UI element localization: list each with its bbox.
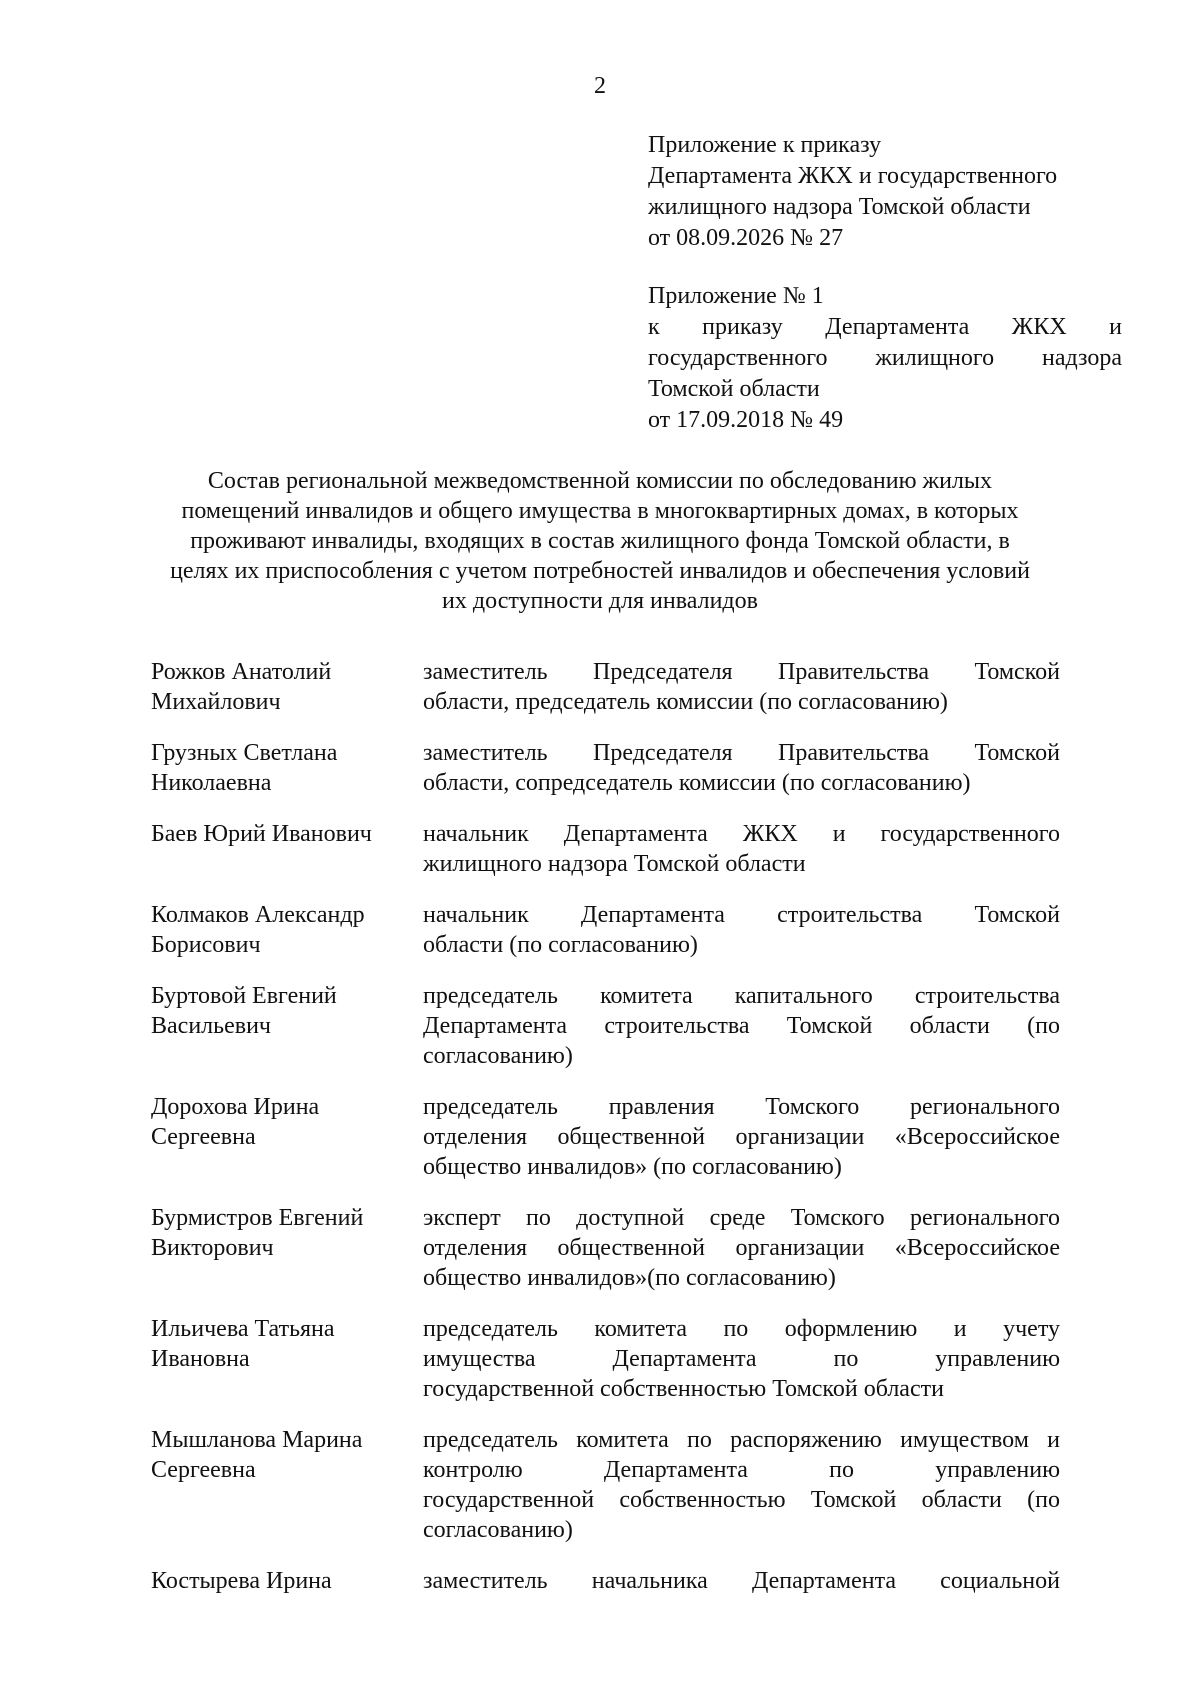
member-row [151,900,1060,960]
member-name-line: Борисович [151,932,261,958]
member-role-line: общество инвалидов» (по согласованию) [423,1154,842,1180]
document-title [120,466,1080,616]
member-role [423,1092,1060,1182]
member-name-line: Викторович [151,1235,274,1261]
appendix-original-line: Томской области [648,376,820,402]
document-title-line: их доступности для инвалидов [442,588,758,614]
member-name [151,981,423,1071]
member-role-line: общество инвалидов»(по согласованию) [423,1265,836,1291]
member-role-line: председатель комитета капитального строительства [423,983,1060,1009]
member-row [151,1092,1060,1182]
appendix-current-order [648,130,1122,254]
appendix-current-line: Приложение к приказу [648,132,882,158]
member-row [151,981,1060,1071]
appendix-original-line: государственного жилищного надзора [648,345,1122,371]
appendix-original-line: к приказу Департамента ЖКХ и [648,314,1122,340]
member-name-line: Ивановна [151,1346,250,1372]
member-row [151,657,1060,717]
member-role-line: эксперт по доступной среде Томского регионального [423,1205,1060,1231]
member-role-line: председатель комитета по распоряжению имуществом и [423,1427,1060,1453]
member-role [423,900,1060,960]
member-name-line: Баев Юрий Иванович [151,821,372,847]
appendix-original-order [648,281,1122,436]
member-name-line: Сергеевна [151,1457,256,1483]
member-row [151,819,1060,879]
member-row [151,1203,1060,1293]
appendix-current-line: жилищного надзора Томской области [648,194,1031,220]
member-role-line: контролю Департамента по управлению [423,1457,1060,1483]
commission-members-list [151,657,1060,1617]
member-name [151,657,423,717]
member-name-line: Мышланова Марина [151,1427,363,1453]
member-role [423,1425,1060,1545]
member-row [151,738,1060,798]
appendix-original-line: от 17.09.2018 № 49 [648,407,844,433]
member-role-line: Департамента строительства Томской области (по [423,1013,1060,1039]
member-name [151,1566,423,1596]
member-role [423,657,1060,717]
member-name [151,1092,423,1182]
member-name-line: Сергеевна [151,1124,256,1150]
member-name-line: Бурмистров Евгений [151,1205,364,1231]
member-name [151,1203,423,1293]
member-role-line: начальник Департамента ЖКХ и государственного [423,821,1060,847]
member-role-line: согласованию) [423,1043,573,1069]
member-role-line: заместитель Председателя Правительства Томской [423,740,1060,766]
member-name-line: Рожков Анатолий [151,659,332,685]
appendix-current-line: Департамента ЖКХ и государственного [648,163,1058,189]
member-name [151,1425,423,1545]
member-role-line: области, председатель комиссии (по согласованию) [423,689,948,715]
member-name-line: Колмаков Александр [151,902,365,928]
member-name-line: Грузных Светлана [151,740,338,766]
member-name-line: Буртовой Евгений [151,983,337,1009]
member-name [151,900,423,960]
member-role-line: заместитель начальника Департамента социальной [423,1568,1060,1594]
member-role-line: председатель комитета по оформлению и учету [423,1316,1060,1342]
document-title-line: целях их приспособления с учетом потребностей инвалидов и обеспечения условий [170,558,1030,584]
document-title-line: Состав региональной межведомственной комиссии по обследованию жилых [207,468,993,494]
member-row [151,1314,1060,1404]
member-role-line: начальник Департамента строительства Томской [423,902,1060,928]
member-name [151,819,423,879]
member-name-line: Дорохова Ирина [151,1094,320,1120]
member-role [423,1566,1060,1596]
member-name-line: Николаевна [151,770,272,796]
appendix-current-line: от 08.09.2026 № 27 [648,225,844,251]
member-role-line: области (по согласованию) [423,932,698,958]
member-role [423,981,1060,1071]
member-role-line: председатель правления Томского регионального [423,1094,1060,1120]
member-role-line: области, сопредседатель комиссии (по согласованию) [423,770,971,796]
member-role-line: государственной собственностью Томской области (по [423,1487,1060,1513]
document-title-line: проживают инвалиды, входящих в состав жилищного фонда Томской области, в [190,528,1010,554]
appendix-original-line: Приложение № 1 [648,283,824,309]
member-role [423,1314,1060,1404]
member-role [423,1203,1060,1293]
member-role-line: жилищного надзора Томской области [423,851,806,877]
member-name-line: Васильевич [151,1013,271,1039]
member-role-line: согласованию) [423,1517,573,1543]
member-name-line: Ильичева Татьяна [151,1316,335,1342]
member-role [423,819,1060,879]
member-role-line: государственной собственностью Томской области [423,1376,944,1402]
member-name [151,1314,423,1404]
member-role-line: имущества Департамента по управлению [423,1346,1060,1372]
member-name [151,738,423,798]
page-number: 2 [594,73,606,99]
member-name-line: Михайлович [151,689,281,715]
member-row [151,1566,1060,1596]
member-role-line: заместитель Председателя Правительства Томской [423,659,1060,685]
member-role-line: отделения общественной организации «Всероссийское [423,1235,1060,1261]
member-role [423,738,1060,798]
member-role-line: отделения общественной организации «Всероссийское [423,1124,1060,1150]
member-row [151,1425,1060,1545]
member-name-line: Костырева Ирина [151,1568,332,1594]
document-title-line: помещений инвалидов и общего имущества в многоквартирных домах, в которых [181,498,1019,524]
